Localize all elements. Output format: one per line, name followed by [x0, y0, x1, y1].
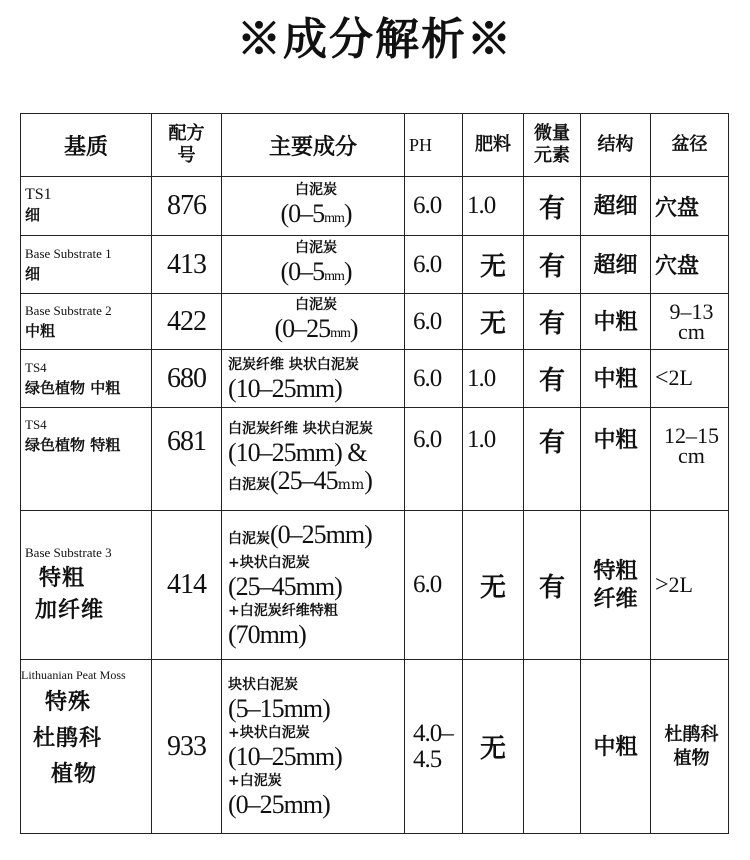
composition-table: [20, 113, 729, 834]
pot-cell: 9–13 cm: [651, 294, 729, 350]
base-cell: Lithuanian Peat Moss 特殊 杜鹃科 植物: [21, 660, 152, 834]
header-struct: 结构: [581, 114, 651, 177]
page-title: ※成分解析※: [237, 14, 513, 65]
base-cell: Base Substrate 2 中粗: [21, 294, 152, 350]
fert-cell: 无: [463, 511, 524, 660]
table-row: [21, 177, 729, 236]
micro-cell: [524, 660, 581, 834]
main-cell: 白泥炭 (0–25mm): [222, 294, 405, 350]
code-cell: 414: [152, 511, 222, 660]
struct-cell: 特粗 纤维: [581, 511, 651, 660]
header-code: 配方 号: [152, 114, 222, 177]
micro-cell: 有: [524, 294, 581, 350]
fert-cell: 无: [463, 236, 524, 294]
code-cell: 681: [152, 408, 222, 511]
struct-cell: 超细: [581, 236, 651, 294]
ph-cell: 4.0– 4.5: [405, 660, 463, 834]
main-cell: 白泥炭 (0–5mm): [222, 236, 405, 294]
micro-cell: 有: [524, 408, 581, 511]
fert-cell: 无: [463, 660, 524, 834]
table-row: [21, 511, 729, 660]
ph-cell: 6.0: [405, 408, 463, 511]
fert-cell: 无: [463, 294, 524, 350]
ph-cell: 6.0: [405, 294, 463, 350]
ph-cell: 6.0: [405, 350, 463, 408]
code-cell: 933: [152, 660, 222, 834]
table-row: [21, 236, 729, 294]
micro-cell: 有: [524, 236, 581, 294]
header-main: 主要成分: [222, 114, 405, 177]
pot-cell: 杜鹃科 植物: [651, 660, 729, 834]
pot-cell: 穴盘: [651, 177, 729, 236]
base-cell: TS1 细: [21, 177, 152, 236]
pot-cell: 穴盘: [651, 236, 729, 294]
main-cell: 白泥炭(0–25mm) +块状白泥炭 (25–45mm) +白泥炭纤维特粗 (70mm): [222, 511, 405, 660]
fert-cell: 1.0: [463, 350, 524, 408]
struct-cell: 超细: [581, 177, 651, 236]
pot-cell: >2L: [651, 511, 729, 660]
pot-cell: <2L: [651, 350, 729, 408]
fert-cell: 1.0: [463, 408, 524, 511]
table-row: [21, 350, 729, 408]
fert-cell: 1.0: [463, 177, 524, 236]
micro-cell: 有: [524, 511, 581, 660]
table-row: [21, 408, 729, 511]
struct-cell: 中粗: [581, 350, 651, 408]
ph-cell: 6.0: [405, 177, 463, 236]
struct-cell: 中粗: [581, 660, 651, 834]
main-cell: 泥炭纤维 块状白泥炭 (10–25mm): [222, 350, 405, 408]
struct-cell: 中粗: [581, 294, 651, 350]
struct-cell: 中粗: [581, 408, 651, 511]
header-row: [21, 114, 729, 177]
ph-cell: 6.0: [405, 511, 463, 660]
header-micro: 微量 元素: [524, 114, 581, 177]
base-cell: TS4 绿色植物 特粗: [21, 408, 152, 511]
base-cell: Base Substrate 1 细: [21, 236, 152, 294]
header-ph: PH: [405, 114, 463, 177]
header-pot: 盆径: [651, 114, 729, 177]
header-base: 基质: [21, 114, 152, 177]
header-fert: 肥料: [463, 114, 524, 177]
pot-cell: 12–15 cm: [651, 408, 729, 511]
code-cell: 422: [152, 294, 222, 350]
micro-cell: 有: [524, 350, 581, 408]
main-cell: 白泥炭 (0–5mm): [222, 177, 405, 236]
base-cell: Base Substrate 3 特粗 加纤维: [21, 511, 152, 660]
main-cell: 白泥炭纤维 块状白泥炭 (10–25mm) & 白泥炭(25–45mm): [222, 408, 405, 511]
main-cell: 块状白泥炭 (5–15mm) +块状白泥炭 (10–25mm) +白泥炭 (0–25mm): [222, 660, 405, 834]
code-cell: 680: [152, 350, 222, 408]
base-cell: TS4 绿色植物 中粗: [21, 350, 152, 408]
table-row: [21, 294, 729, 350]
code-cell: 876: [152, 177, 222, 236]
ph-cell: 6.0: [405, 236, 463, 294]
micro-cell: 有: [524, 177, 581, 236]
table-row: [21, 660, 729, 834]
code-cell: 413: [152, 236, 222, 294]
